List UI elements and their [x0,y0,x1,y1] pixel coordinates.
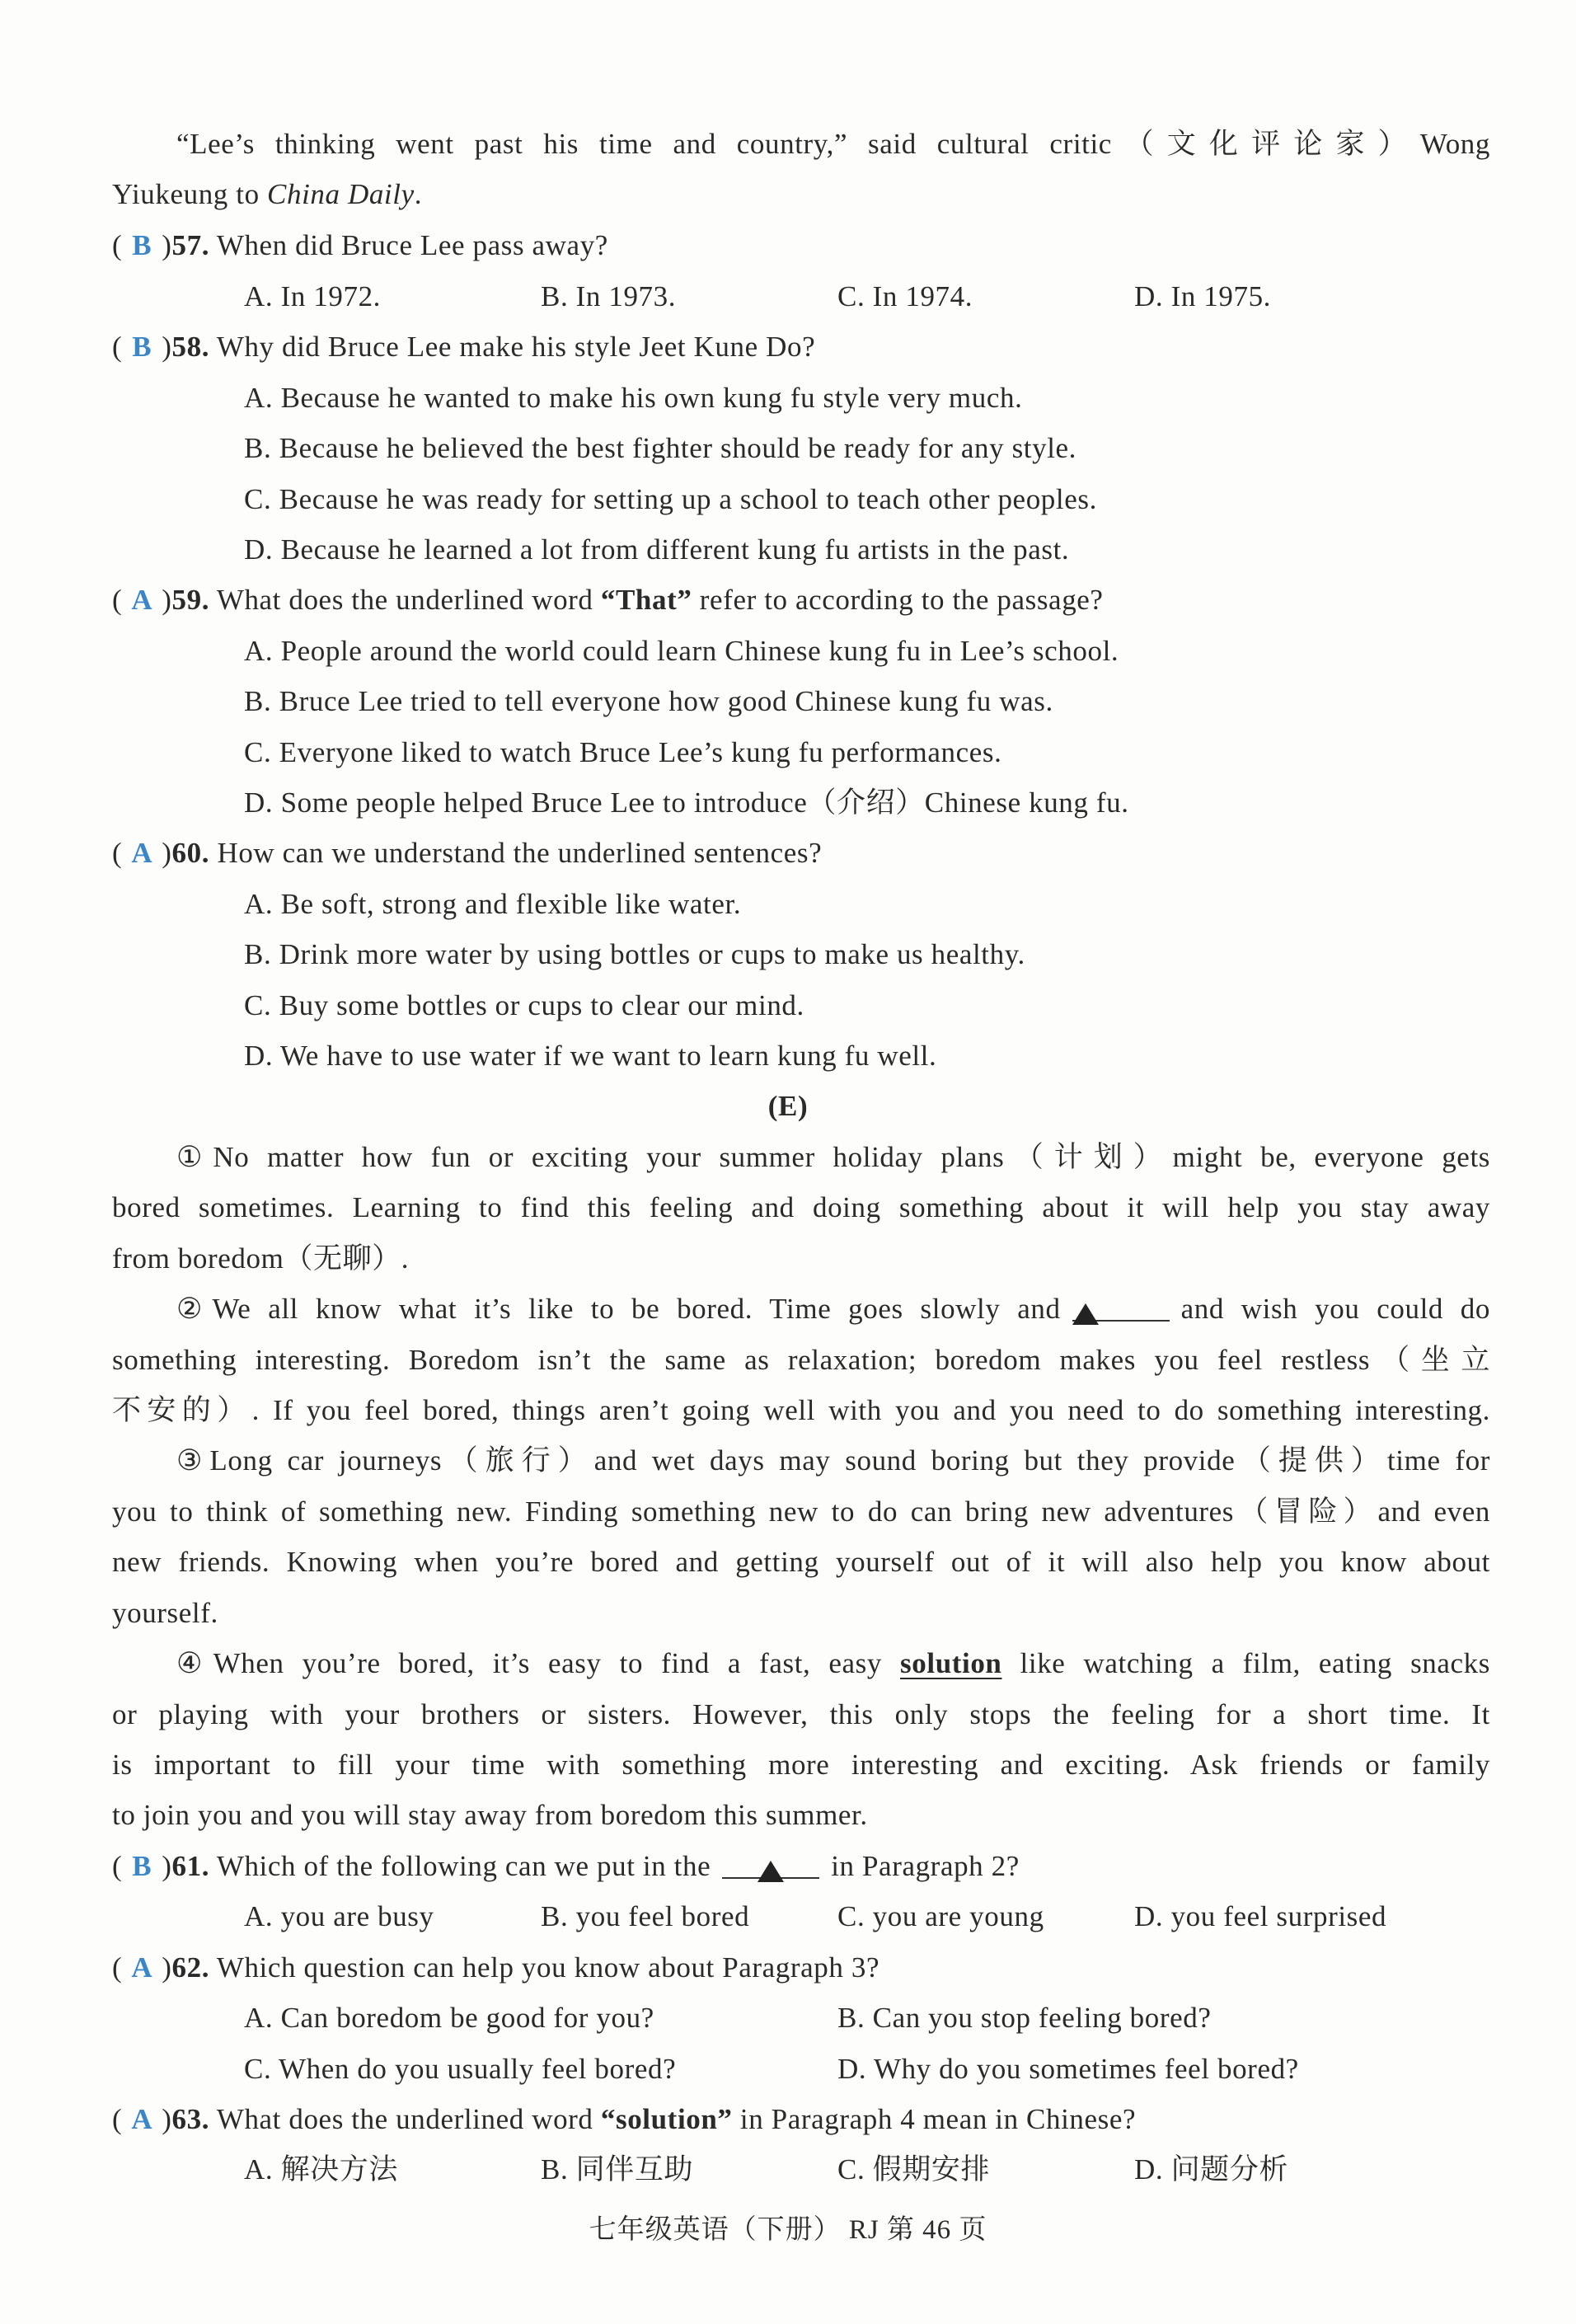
q58-option-c: C. Because he was ready for setting up a school to teach other peoples. [244,483,1097,515]
q60-option-c: C. Buy some bottles or cups to clear our mind. [244,989,804,1021]
q62-option-c: C. When do you usually feel bored? [244,2053,677,2085]
intro-line-2: Yiukeung to China Daily. [112,178,423,210]
q61-option-a: A. you are busy [244,1900,434,1932]
q61-option-c: C. you are young [837,1900,1044,1932]
triangle-icon [758,1861,784,1882]
underlined-word-solution-ref: “solution” [600,2103,733,2135]
paragraph-3-line-4: yourself. [112,1597,218,1629]
q58-option-d: D. Because he learned a lot from different kung fu artists in the past. [244,533,1070,566]
q57-option-c: C. In 1974. [837,280,973,312]
question-58: ( B )58. Why did Bruce Lee make his style Jeet Kune Do? [112,322,1490,372]
q62-option-b: B. Can you stop feeling bored? [837,2002,1212,2034]
q62-option-a: A. Can boredom be good for you? [244,2002,654,2034]
section-e-heading: (E) [767,1090,809,1122]
answer-60: A [131,837,153,869]
paragraph-1-line-1: ①No matter how fun or exciting your summer holiday plans（计划）might be, everyone gets [176,1141,1490,1173]
q62-option-d: D. Why do you sometimes feel bored? [837,2053,1299,2085]
paragraph-3-line-3: new friends. Knowing when you’re bored and getting yourself out of it will also help you know about [112,1546,1490,1578]
question-59: ( A )59. What does the underlined word “That” refer to according to the passage? [112,575,1490,625]
paragraph-3-line-1: ③Long car journeys（旅行）and wet days may sound boring but they provide（提供）time for [176,1444,1490,1477]
q58-option-a: A. Because he wanted to make his own kung fu style very much. [244,382,1023,414]
answer-61: B [132,1850,152,1882]
intro-line-1: “Lee’s thinking went past his time and country,” said cultural critic（文化评论家）Wong [176,128,1490,160]
question-blank [722,1841,819,1879]
answer-63: A [131,2103,153,2135]
q57-option-a: A. In 1972. [244,280,382,312]
q60-option-d: D. We have to use water if we want to learn kung fu well. [244,1040,937,1072]
answer-blank [1072,1284,1170,1322]
paragraph-2-line-2: something interesting. Boredom isn’t the same as relaxation; boredom makes you feel restless（坐立 [112,1344,1490,1376]
q61-option-d: D. you feel surprised [1134,1900,1387,1932]
q63-option-b: B. 同伴互助 [541,2153,694,2185]
q63-option-d: D. 问题分析 [1134,2153,1288,2185]
q60-option-a: A. Be soft, strong and flexible like water. [244,888,742,920]
q59-option-a: A. People around the world could learn Chinese kung fu in Lee’s school. [244,635,1119,667]
page-footer: 七年级英语（下册） RJ 第 46 页 [589,2215,987,2245]
paragraph-2-line-3: 不安的）. If you feel bored, things aren’t going well with you and you need to do something interesting. [112,1394,1490,1426]
paragraph-4-line-4: to join you and you will stay away from boredom this summer. [112,1799,868,1831]
paragraph-3-line-2: you to think of something new. Finding something new to do can bring new adventures（冒险）and even [112,1495,1490,1528]
q57-option-b: B. In 1973. [541,280,677,312]
answer-57: B [132,229,152,261]
underlined-word-that: “That” [600,584,692,616]
q60-option-b: B. Drink more water by using bottles or cups to make us healthy. [244,938,1025,970]
question-60: ( A )60. How can we understand the underlined sentences? [112,828,1490,878]
q61-option-b: B. you feel bored [541,1900,750,1932]
paragraph-2-line-1: ②We all know what it’s like to be bored. Time goes slowly and and wish you could do [176,1284,1490,1334]
triangle-icon [1072,1303,1099,1325]
q59-option-b: B. Bruce Lee tried to tell everyone how good Chinese kung fu was. [244,685,1053,717]
q63-option-a: A. 解决方法 [244,2153,398,2185]
source-name: China Daily [267,178,415,210]
paragraph-4-line-1: ④When you’re bored, it’s easy to find a fast, easy solution like watching a film, eating snacks [176,1647,1490,1679]
question-61: ( B )61. Which of the following can we put in the in Paragraph 2? [112,1841,1490,1891]
paragraph-4-line-3: is important to fill your time with something more interesting and exciting. Ask friends or family [112,1749,1490,1781]
answer-62: A [131,1951,153,1984]
answer-58: B [132,331,152,363]
q59-option-c: C. Everyone liked to watch Bruce Lee’s kung fu performances. [244,736,1002,768]
paragraph-4-line-2: or playing with your brothers or sisters. However, this only stops the feeling for a short time. It [112,1698,1490,1730]
q57-option-d: D. In 1975. [1134,280,1272,312]
q63-option-c: C. 假期安排 [837,2153,991,2185]
question-63: ( A )63. What does the underlined word “solution” in Paragraph 4 mean in Chinese? [112,2094,1490,2144]
question-62: ( A )62. Which question can help you know about Paragraph 3? [112,1942,1490,1993]
q58-option-b: B. Because he believed the best fighter should be ready for any style. [244,432,1077,464]
paragraph-1-line-3: from boredom（无聊）. [112,1242,410,1275]
question-57: ( B )57. When did Bruce Lee pass away? [112,220,1490,270]
answer-59: A [131,584,153,616]
paragraph-1-line-2: bored sometimes. Learning to find this feeling and doing something about it will help you stay away [112,1191,1490,1223]
q59-option-d: D. Some people helped Bruce Lee to introduce（介绍）Chinese kung fu. [244,786,1129,819]
underlined-word-solution: solution [900,1647,1002,1679]
